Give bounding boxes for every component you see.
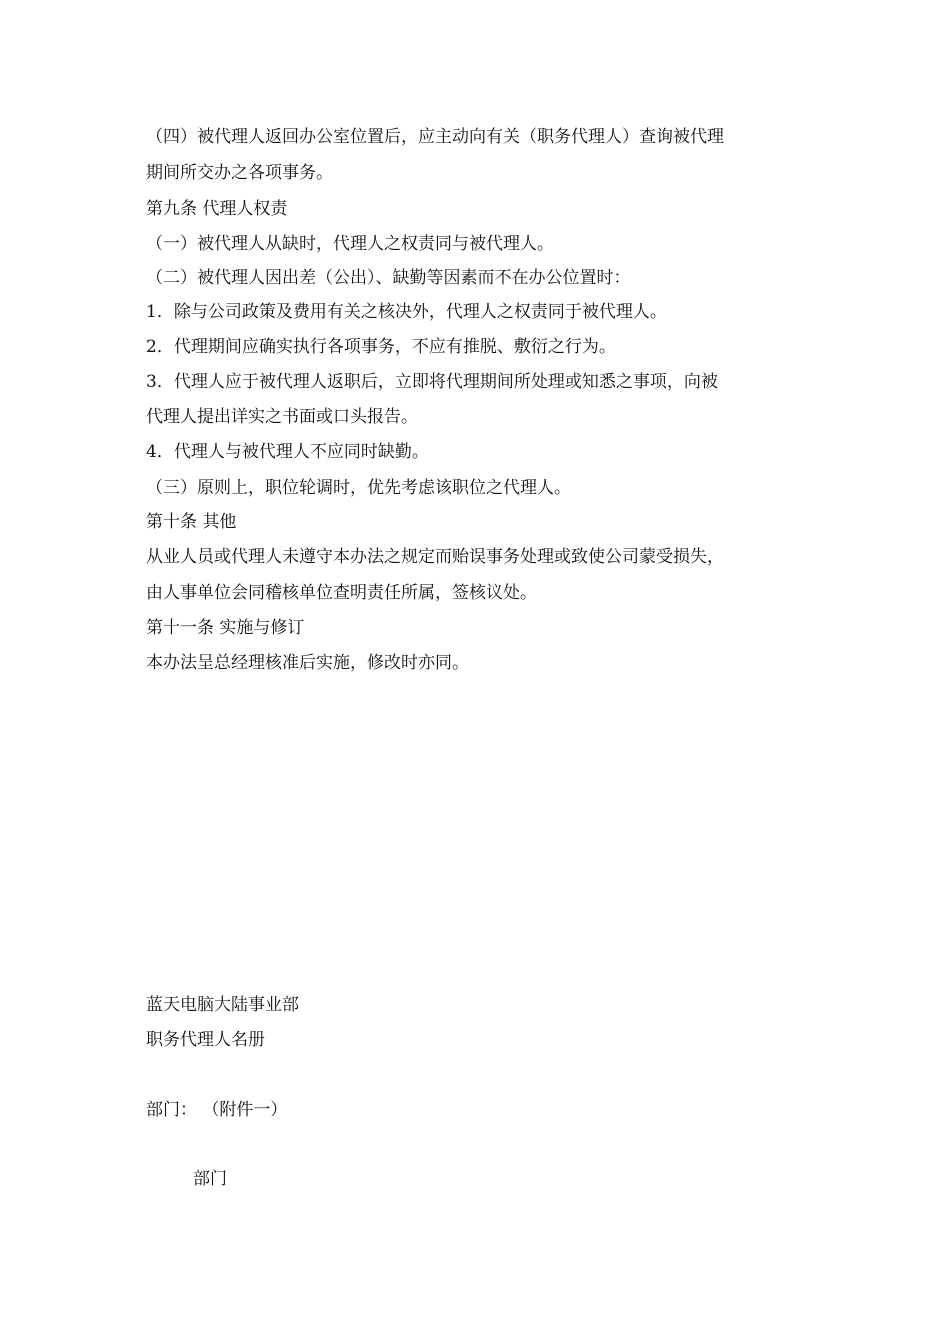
paragraph-line: （二）被代理人因出差（公出）、缺勤等因素而不在办公位置时： bbox=[146, 268, 631, 288]
department-column-header: 部门 bbox=[193, 1169, 227, 1189]
list-item: 4．代理人与被代理人不应同时缺勤。 bbox=[146, 442, 429, 462]
paragraph-line: 代理人提出详实之书面或口头报告。 bbox=[146, 407, 418, 427]
department-line: 部门： （附件一） bbox=[146, 1100, 288, 1120]
section-heading: 第十条 其他 bbox=[146, 512, 237, 532]
paragraph-line: （三）原则上，职位轮调时，优先考虑该职位之代理人。 bbox=[146, 478, 571, 498]
paragraph-line: （四）被代理人返回办公室位置后，应主动向有关（职务代理人）查询被代理 bbox=[146, 127, 724, 147]
list-item: 3．代理人应于被代理人返职后，立即将代理期间所处理或知悉之事项，向被 bbox=[146, 372, 718, 392]
section-heading: 第九条 代理人权责 bbox=[146, 199, 288, 219]
list-item: 2．代理期间应确实执行各项事务，不应有推脱、敷衍之行为。 bbox=[146, 337, 616, 357]
paragraph-line: 本办法呈总经理核准后实施，修改时亦同。 bbox=[146, 653, 469, 673]
roster-title: 职务代理人名册 bbox=[146, 1030, 265, 1050]
paragraph-line: 由人事单位会同稽核单位查明责任所属，签核议处。 bbox=[146, 583, 537, 603]
paragraph-line: 从业人员或代理人未遵守本办法之规定而贻误事务处理或致使公司蒙受损失， bbox=[146, 547, 724, 567]
list-item: 1．除与公司政策及费用有关之核决外，代理人之权责同于被代理人。 bbox=[146, 302, 667, 322]
section-heading: 第十一条 实施与修订 bbox=[146, 618, 305, 638]
paragraph-line: 期间所交办之各项事务。 bbox=[146, 163, 333, 183]
paragraph-line: （一）被代理人从缺时，代理人之权责同与被代理人。 bbox=[146, 234, 554, 254]
company-name: 蓝天电脑大陆事业部 bbox=[146, 995, 299, 1015]
